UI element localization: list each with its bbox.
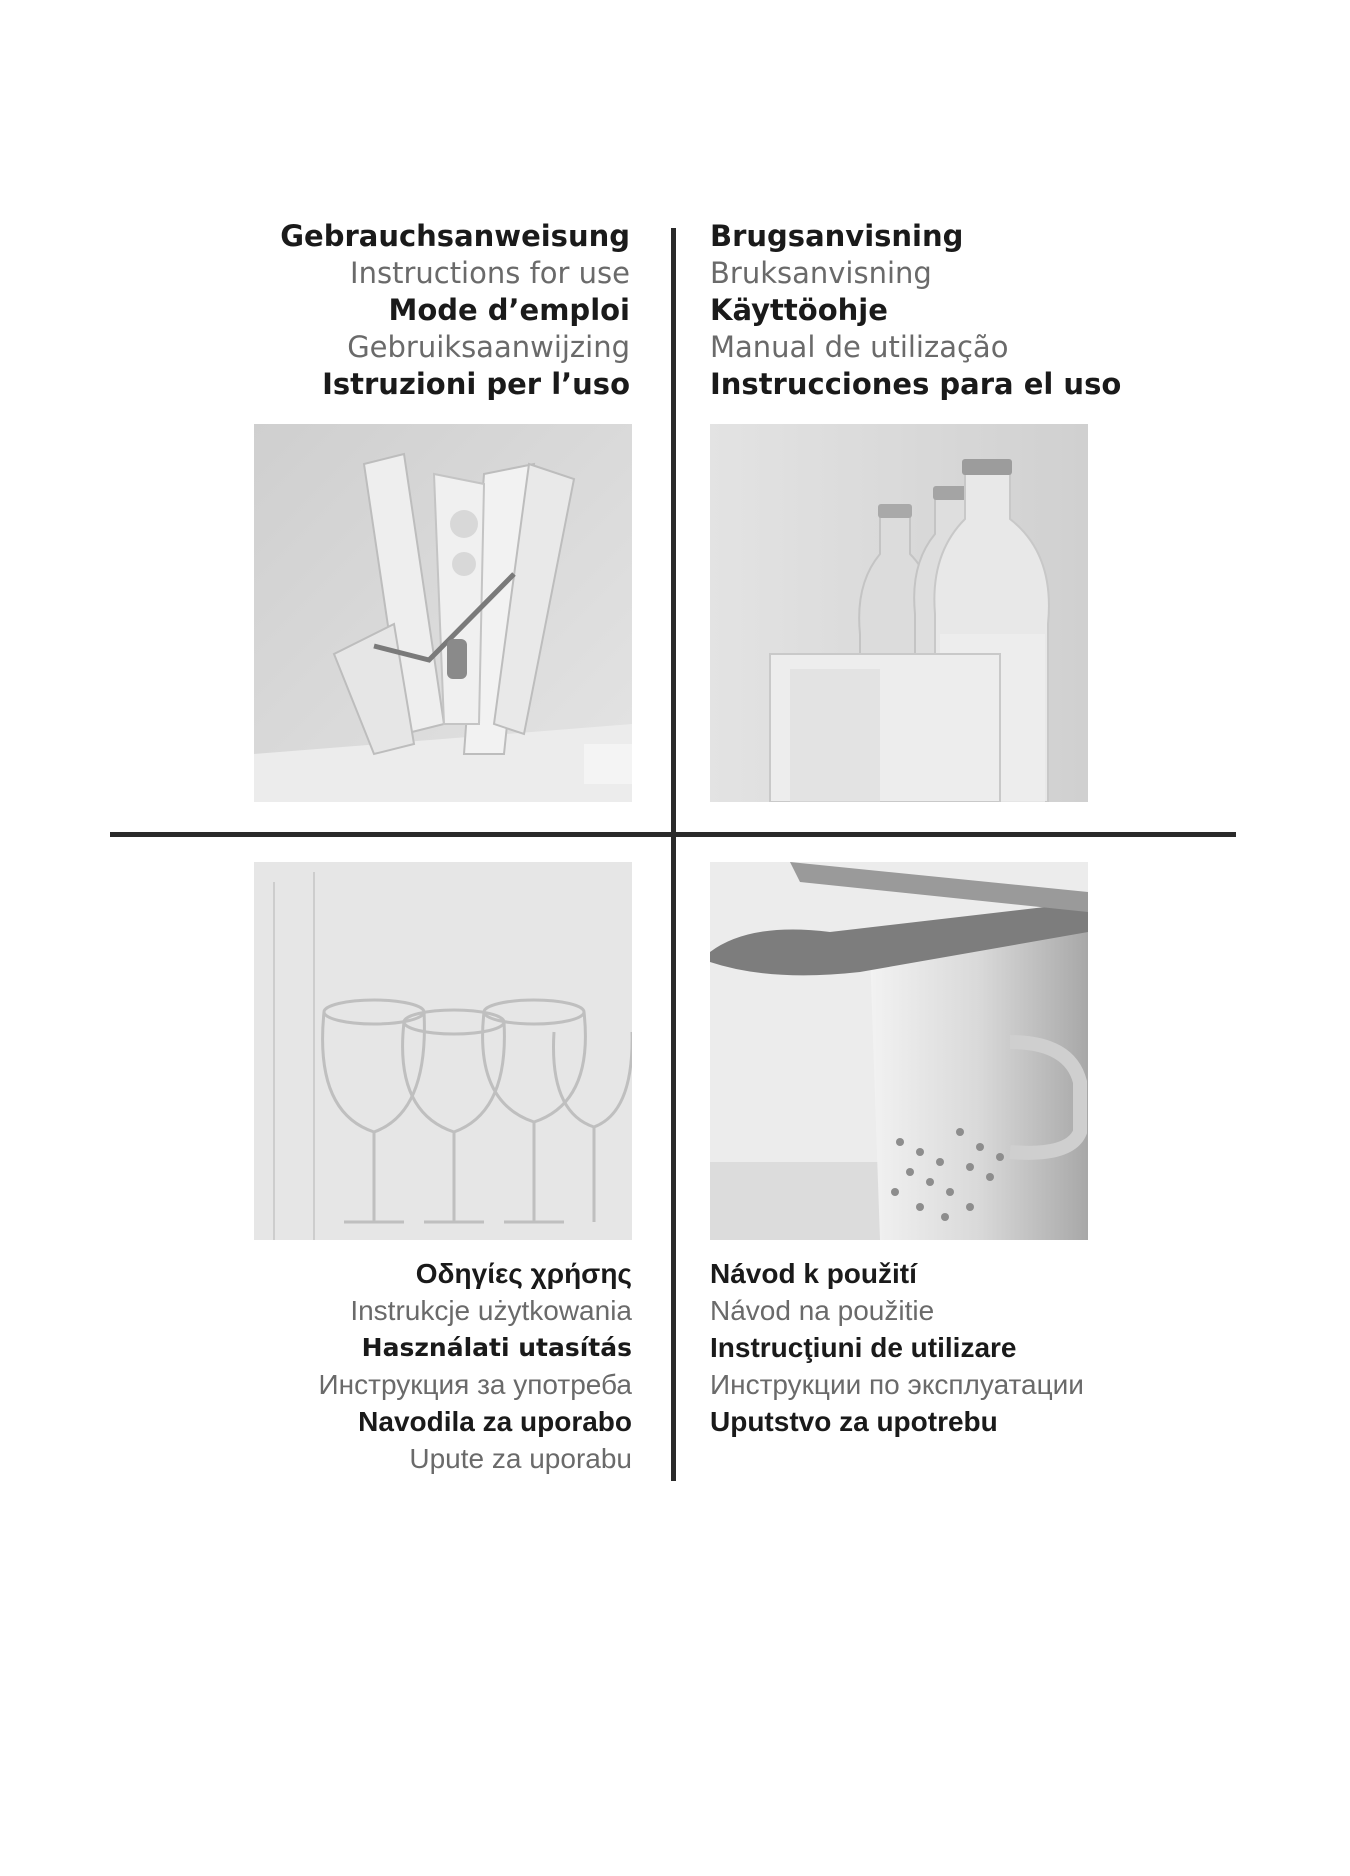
title-italian: Istruzioni per l’uso xyxy=(322,367,630,401)
clothespins-photo xyxy=(254,424,632,802)
title-block-top-left xyxy=(280,218,630,403)
bottles-photo xyxy=(710,424,1088,802)
title-slovenian: Navodila za uporabo xyxy=(358,1406,632,1437)
title-hungarian: Használati utasítás xyxy=(361,1333,632,1362)
title-block-top-right xyxy=(710,218,1121,403)
vertical-divider xyxy=(671,228,676,1481)
title-german: Gebrauchsanweisung xyxy=(280,219,630,253)
title-block-bottom-right xyxy=(710,1255,1084,1440)
title-danish: Brugsanvisning xyxy=(710,219,964,253)
title-polish: Instrukcje użytkowania xyxy=(350,1295,632,1326)
title-norwegian: Bruksanvisning xyxy=(710,256,932,290)
title-dutch: Gebruiksaanwijzing xyxy=(347,330,630,364)
title-spanish: Instrucciones para el uso xyxy=(710,367,1122,401)
colander-photo xyxy=(710,862,1088,1240)
title-portuguese: Manual de utilização xyxy=(710,330,1009,364)
title-czech: Návod k použití xyxy=(710,1258,917,1289)
title-bulgarian: Инструкция за употреба xyxy=(318,1369,632,1400)
title-romanian: Instrucţiuni de utilizare xyxy=(710,1332,1017,1363)
title-russian: Инструкции по эксплуатации xyxy=(710,1369,1084,1400)
wine-glasses-photo xyxy=(254,862,632,1240)
horizontal-divider xyxy=(110,832,1236,837)
title-croatian: Upute za uporabu xyxy=(409,1443,632,1474)
title-english: Instructions for use xyxy=(350,256,630,290)
title-french: Mode d’emploi xyxy=(388,293,630,327)
title-block-bottom-left xyxy=(319,1255,632,1477)
title-finnish: Käyttöohje xyxy=(710,293,888,327)
title-slovak: Návod na použitie xyxy=(710,1295,935,1326)
title-serbian: Uputstvo za upotrebu xyxy=(710,1406,998,1437)
title-greek: Οδηγίες χρήσης xyxy=(415,1258,632,1289)
